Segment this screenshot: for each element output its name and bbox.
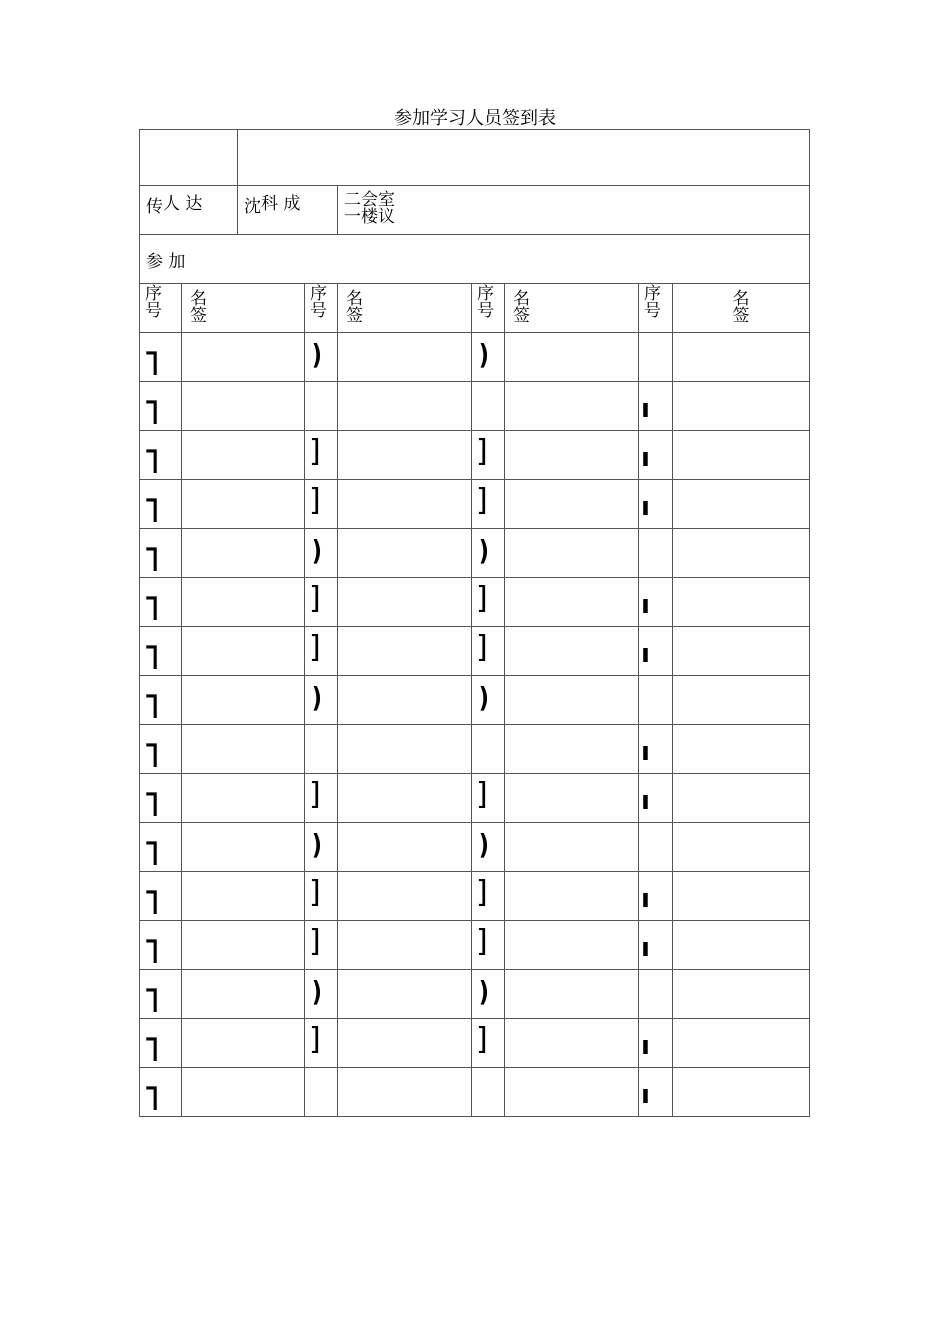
seq-mark: ] xyxy=(309,777,321,812)
seq-mark: ] xyxy=(309,581,321,616)
seq-cell xyxy=(140,627,182,676)
seq-mark: ı xyxy=(641,933,650,963)
table-row xyxy=(140,627,810,676)
seq-mark: ˥ xyxy=(143,393,160,433)
signature-cell[interactable] xyxy=(182,1068,305,1117)
participants-cell xyxy=(140,235,810,284)
seq-header-text xyxy=(305,284,337,320)
signature-cell[interactable] xyxy=(338,431,472,480)
seq-cell xyxy=(305,578,338,627)
participants-row xyxy=(140,235,810,284)
page-title: 参加学习人员签到表 xyxy=(394,108,556,129)
signature-cell[interactable] xyxy=(182,676,305,725)
seq-mark: ] xyxy=(476,1022,488,1057)
signature-cell[interactable] xyxy=(182,1019,305,1068)
seq-cell xyxy=(305,382,338,431)
seq-cell xyxy=(305,676,338,725)
table-row xyxy=(140,382,810,431)
signature-cell[interactable] xyxy=(505,1019,639,1068)
seq-cell xyxy=(305,970,338,1019)
header-char: 名 xyxy=(732,289,750,309)
seq-cell xyxy=(472,627,505,676)
conveyor-label-a: 传 xyxy=(146,197,163,217)
signature-cell[interactable] xyxy=(338,529,472,578)
header-char: 序 xyxy=(477,284,494,304)
header-char: 签 xyxy=(190,306,207,326)
seq-cell xyxy=(639,725,673,774)
table-row xyxy=(140,578,810,627)
location-label-1: 二会室 xyxy=(344,190,395,210)
seq-cell xyxy=(140,970,182,1019)
conveyor-label-b1: 人 xyxy=(163,194,180,214)
seq-mark: ] xyxy=(476,875,488,910)
seq-mark: ˥ xyxy=(143,883,160,923)
signature-cell[interactable] xyxy=(182,382,305,431)
seq-cell xyxy=(305,872,338,921)
header-char: 序 xyxy=(310,284,327,304)
seq-cell xyxy=(472,480,505,529)
table-row xyxy=(140,529,810,578)
seq-mark: ˥ xyxy=(143,442,160,482)
signature-cell[interactable] xyxy=(673,872,810,921)
signature-cell[interactable] xyxy=(338,480,472,529)
participants-label: 参 加 xyxy=(146,252,186,272)
seq-mark: ) xyxy=(478,975,490,1008)
name-header-text xyxy=(338,284,471,325)
name-header-text xyxy=(673,284,809,325)
seq-cell xyxy=(305,1068,338,1117)
seq-mark: ] xyxy=(309,1022,321,1057)
seq-mark: ˥ xyxy=(143,638,160,678)
table-row xyxy=(140,333,810,382)
signature-cell[interactable] xyxy=(182,823,305,872)
info-row xyxy=(140,186,810,235)
signature-cell[interactable] xyxy=(338,1019,472,1068)
seq-mark: ˥ xyxy=(143,344,160,384)
seq-cell xyxy=(472,725,505,774)
seq-cell xyxy=(305,529,338,578)
signature-cell[interactable] xyxy=(182,529,305,578)
seq-cell xyxy=(140,676,182,725)
seq-mark: ] xyxy=(309,483,321,518)
signature-cell[interactable] xyxy=(182,333,305,382)
signature-cell[interactable] xyxy=(673,823,810,872)
signature-cell[interactable] xyxy=(182,627,305,676)
seq-mark: ) xyxy=(311,681,323,714)
seq-mark: ] xyxy=(476,777,488,812)
department-cell xyxy=(238,186,338,235)
signature-cell[interactable] xyxy=(673,725,810,774)
seq-header-text xyxy=(639,284,672,320)
name-header-1 xyxy=(182,284,305,333)
signature-cell[interactable] xyxy=(338,1068,472,1117)
signature-cell[interactable] xyxy=(673,1068,810,1117)
seq-mark: ) xyxy=(311,534,323,567)
seq-mark: ı xyxy=(641,1080,650,1110)
signature-cell[interactable] xyxy=(182,725,305,774)
department-label-b-stack xyxy=(261,196,300,213)
table-row xyxy=(140,774,810,823)
signature-cell[interactable] xyxy=(338,774,472,823)
seq-mark: ˥ xyxy=(143,981,160,1021)
signature-cell[interactable] xyxy=(182,774,305,823)
seq-cell xyxy=(639,970,673,1019)
seq-cell xyxy=(639,1019,673,1068)
seq-mark: ˥ xyxy=(143,785,160,825)
blank-cell xyxy=(140,130,238,186)
seq-cell xyxy=(639,774,673,823)
seq-mark: ) xyxy=(311,338,323,371)
header-char: 签 xyxy=(732,306,750,326)
name-header-2 xyxy=(338,284,472,333)
table-row xyxy=(140,480,810,529)
header-char: 序 xyxy=(644,284,661,304)
signature-cell[interactable] xyxy=(505,872,639,921)
seq-cell xyxy=(639,823,673,872)
header-char: 号 xyxy=(145,301,162,321)
signature-cell[interactable] xyxy=(338,921,472,970)
table-row xyxy=(140,872,810,921)
seq-cell xyxy=(639,627,673,676)
location-cell xyxy=(338,186,810,235)
signature-cell[interactable] xyxy=(505,431,639,480)
signature-cell[interactable] xyxy=(505,970,639,1019)
seq-mark: ) xyxy=(311,975,323,1008)
table-row xyxy=(140,725,810,774)
table-row xyxy=(140,1068,810,1117)
seq-mark: ] xyxy=(476,924,488,959)
seq-cell xyxy=(305,725,338,774)
signature-cell[interactable] xyxy=(505,676,639,725)
seq-mark: ˥ xyxy=(143,1079,160,1119)
signature-cell[interactable] xyxy=(673,382,810,431)
signature-cell[interactable] xyxy=(673,774,810,823)
seq-mark: ˥ xyxy=(143,589,160,629)
seq-cell xyxy=(472,921,505,970)
table-row xyxy=(140,823,810,872)
seq-cell xyxy=(140,1019,182,1068)
header-char: 签 xyxy=(346,306,363,326)
location-label-2: 一楼议 xyxy=(344,207,395,227)
column-header-row xyxy=(140,284,810,333)
seq-cell xyxy=(140,431,182,480)
seq-cell xyxy=(472,431,505,480)
blank-cell xyxy=(238,130,810,186)
seq-cell xyxy=(140,823,182,872)
signature-cell[interactable] xyxy=(505,529,639,578)
seq-cell xyxy=(472,382,505,431)
signature-cell[interactable] xyxy=(673,480,810,529)
seq-mark: ı xyxy=(641,1031,650,1061)
seq-mark: ı xyxy=(641,590,650,620)
seq-mark: ı xyxy=(641,884,650,914)
signature-cell[interactable] xyxy=(338,333,472,382)
name-header-4 xyxy=(673,284,810,333)
seq-mark: ] xyxy=(309,630,321,665)
seq-cell xyxy=(140,1068,182,1117)
seq-mark: ) xyxy=(478,534,490,567)
table-row xyxy=(140,1019,810,1068)
signature-cell[interactable] xyxy=(505,1068,639,1117)
signature-cell[interactable] xyxy=(505,333,639,382)
signature-cell[interactable] xyxy=(505,774,639,823)
seq-cell xyxy=(639,578,673,627)
header-char: 名 xyxy=(346,289,363,309)
seq-cell xyxy=(140,480,182,529)
signature-cell[interactable] xyxy=(673,1019,810,1068)
seq-header-2 xyxy=(305,284,338,333)
seq-mark: ) xyxy=(478,681,490,714)
signature-cell[interactable] xyxy=(673,970,810,1019)
signature-cell[interactable] xyxy=(182,431,305,480)
seq-cell xyxy=(305,774,338,823)
seq-mark: ı xyxy=(641,443,650,473)
signature-cell[interactable] xyxy=(338,627,472,676)
seq-cell xyxy=(305,431,338,480)
seq-mark: ˥ xyxy=(143,1030,160,1070)
signature-cell[interactable] xyxy=(673,921,810,970)
seq-cell xyxy=(639,333,673,382)
signature-cell[interactable] xyxy=(338,725,472,774)
seq-cell xyxy=(639,431,673,480)
seq-mark: ˥ xyxy=(143,540,160,580)
seq-cell xyxy=(472,1019,505,1068)
signature-cell[interactable] xyxy=(338,382,472,431)
sign-in-table xyxy=(139,129,810,1117)
signature-cell[interactable] xyxy=(673,627,810,676)
seq-cell xyxy=(305,333,338,382)
table-row xyxy=(140,676,810,725)
seq-cell xyxy=(472,1068,505,1117)
seq-cell xyxy=(472,676,505,725)
signature-cell[interactable] xyxy=(182,578,305,627)
conveyor-cell xyxy=(140,186,238,235)
table-row xyxy=(140,970,810,1019)
signature-cell[interactable] xyxy=(338,970,472,1019)
seq-header-1 xyxy=(140,284,182,333)
seq-cell xyxy=(140,774,182,823)
seq-cell xyxy=(305,480,338,529)
signature-cell[interactable] xyxy=(338,676,472,725)
signature-cell[interactable] xyxy=(182,970,305,1019)
seq-mark: ] xyxy=(309,434,321,469)
signature-cell[interactable] xyxy=(505,480,639,529)
seq-cell xyxy=(472,970,505,1019)
seq-mark: ı xyxy=(641,639,650,669)
seq-cell xyxy=(472,578,505,627)
header-char: 号 xyxy=(477,301,494,321)
signature-cell[interactable] xyxy=(505,921,639,970)
seq-cell xyxy=(305,823,338,872)
signature-cell[interactable] xyxy=(182,480,305,529)
seq-mark: ˥ xyxy=(143,687,160,727)
seq-mark: ˥ xyxy=(143,834,160,874)
seq-mark: ] xyxy=(476,483,488,518)
blank-header-row xyxy=(140,130,810,186)
seq-cell xyxy=(472,823,505,872)
conveyor-label-b2: 达 xyxy=(185,194,203,214)
seq-mark: ] xyxy=(309,875,321,910)
seq-mark: ı xyxy=(641,394,650,424)
signature-cell[interactable] xyxy=(673,578,810,627)
name-header-text xyxy=(505,284,638,325)
seq-cell xyxy=(639,1068,673,1117)
name-header-3 xyxy=(505,284,639,333)
table-row xyxy=(140,921,810,970)
seq-cell xyxy=(140,725,182,774)
seq-cell xyxy=(305,1019,338,1068)
seq-header-3 xyxy=(472,284,505,333)
header-char: 名 xyxy=(190,289,207,309)
location-label-stack xyxy=(338,186,809,226)
seq-header-text xyxy=(140,284,181,320)
seq-cell xyxy=(639,382,673,431)
seq-header-text xyxy=(472,284,504,320)
seq-mark: ˥ xyxy=(143,736,160,776)
signature-cell[interactable] xyxy=(673,431,810,480)
signature-cell[interactable] xyxy=(338,578,472,627)
seq-cell xyxy=(305,627,338,676)
seq-cell xyxy=(472,774,505,823)
seq-cell xyxy=(140,333,182,382)
header-char: 号 xyxy=(644,301,661,321)
seq-mark: ] xyxy=(309,924,321,959)
seq-cell xyxy=(639,676,673,725)
seq-cell xyxy=(639,529,673,578)
signature-cell[interactable] xyxy=(182,872,305,921)
seq-cell xyxy=(472,872,505,921)
department-label-a: 沈 xyxy=(244,197,261,217)
seq-cell xyxy=(140,529,182,578)
conveyor-label-b-stack xyxy=(163,196,202,213)
seq-mark: ı xyxy=(641,737,650,767)
seq-mark: ) xyxy=(478,338,490,371)
seq-cell xyxy=(472,529,505,578)
seq-mark: ) xyxy=(311,828,323,861)
seq-cell xyxy=(140,578,182,627)
seq-mark: ] xyxy=(476,581,488,616)
department-label-b2: 成 xyxy=(283,194,301,214)
signature-cell[interactable] xyxy=(338,872,472,921)
seq-cell xyxy=(639,480,673,529)
seq-cell xyxy=(305,921,338,970)
seq-cell xyxy=(140,921,182,970)
seq-mark: ) xyxy=(478,828,490,861)
seq-header-4 xyxy=(639,284,673,333)
signature-cell[interactable] xyxy=(673,676,810,725)
header-char: 号 xyxy=(310,301,327,321)
name-header-text xyxy=(182,284,304,325)
department-label-b1: 科 xyxy=(261,194,278,214)
signature-cell[interactable] xyxy=(505,725,639,774)
signature-cell[interactable] xyxy=(505,823,639,872)
seq-mark: ] xyxy=(476,630,488,665)
header-char: 序 xyxy=(145,284,162,304)
signature-cell[interactable] xyxy=(182,921,305,970)
signature-cell[interactable] xyxy=(505,627,639,676)
seq-cell xyxy=(639,921,673,970)
signature-cell[interactable] xyxy=(505,382,639,431)
signature-cell[interactable] xyxy=(338,823,472,872)
header-char: 签 xyxy=(513,306,530,326)
signature-cell[interactable] xyxy=(505,578,639,627)
seq-mark: ı xyxy=(641,786,650,816)
seq-mark: ˥ xyxy=(143,491,160,531)
seq-cell xyxy=(140,382,182,431)
signature-cell[interactable] xyxy=(673,333,810,382)
seq-cell xyxy=(140,872,182,921)
seq-mark: ı xyxy=(641,492,650,522)
seq-cell xyxy=(639,872,673,921)
table-row xyxy=(140,431,810,480)
seq-mark: ] xyxy=(476,434,488,469)
signature-cell[interactable] xyxy=(673,529,810,578)
header-char: 名 xyxy=(513,289,530,309)
seq-mark: ˥ xyxy=(143,932,160,972)
seq-cell xyxy=(472,333,505,382)
